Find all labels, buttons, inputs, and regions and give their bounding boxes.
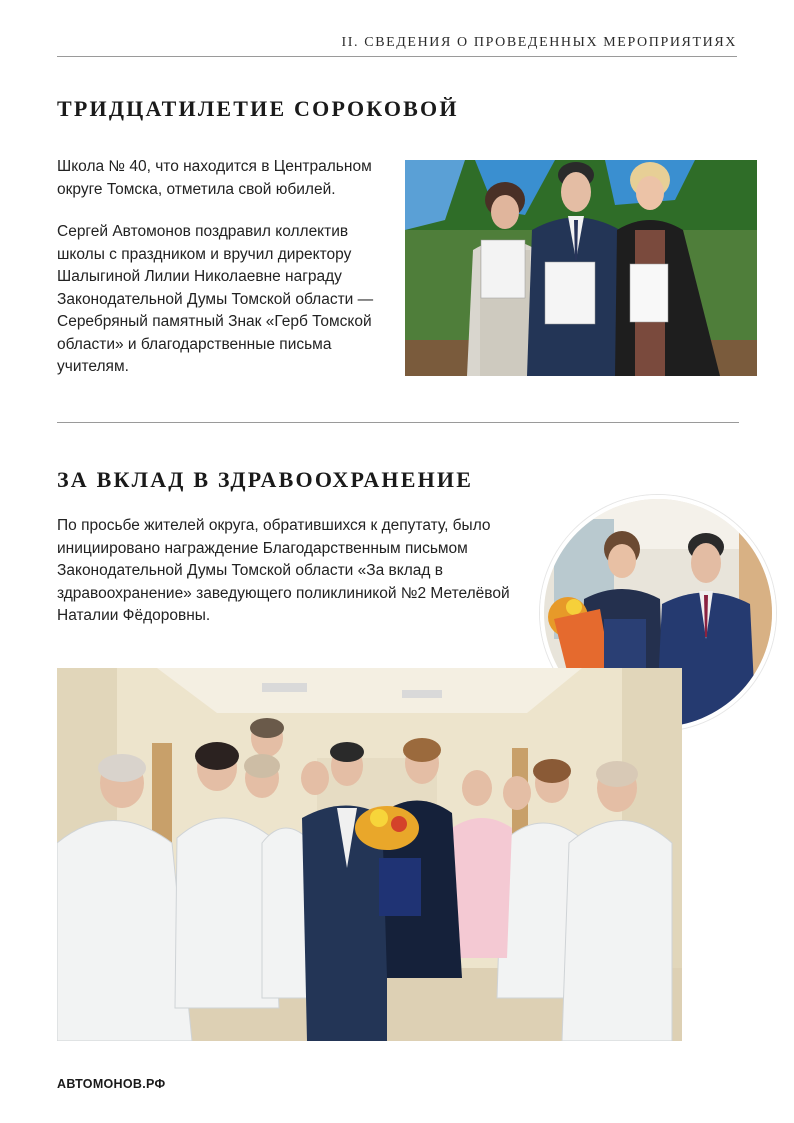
page-header	[57, 30, 737, 57]
section-heading: II. СВЕДЕНИЯ О ПРОВЕДЕННЫХ МЕРОПРИЯТИЯХ	[341, 35, 737, 50]
article-paragraph: Школа № 40, что находится в Центральном округе Томска, отметила свой юбилей.	[57, 158, 372, 198]
footer-site-name: АВТОМОНОВ.РФ	[57, 1077, 166, 1091]
ceremony-photo	[405, 160, 757, 376]
article-paragraph: Сергей Автомонов поздравил коллектив школы с праздником и вручил директору Шалыгиной Лилии Николаевне награду Законодательной Думы Томской области — Серебряный памятный Знак «Герб Томской области» и благодарственные письма учителям.	[57, 223, 374, 375]
article-title-anniversary: ТРИДЦАТИЛЕТИЕ СОРОКОВОЙ	[57, 96, 459, 121]
clinic-group-photo	[57, 668, 682, 1041]
article-title-healthcare: ЗА ВКЛАД В ЗДРАВООХРАНЕНИЕ	[57, 467, 474, 492]
article-paragraph: По просьбе жителей округа, обратившихся к депутату, было инициировано награждение Благодарственным письмом Законодательной Думы Томской области «За вклад в здравоохранение» заведующего поликлиникой №2 Метелёвой Наталии Фёдоровны.	[57, 517, 510, 624]
section-divider	[57, 422, 739, 423]
